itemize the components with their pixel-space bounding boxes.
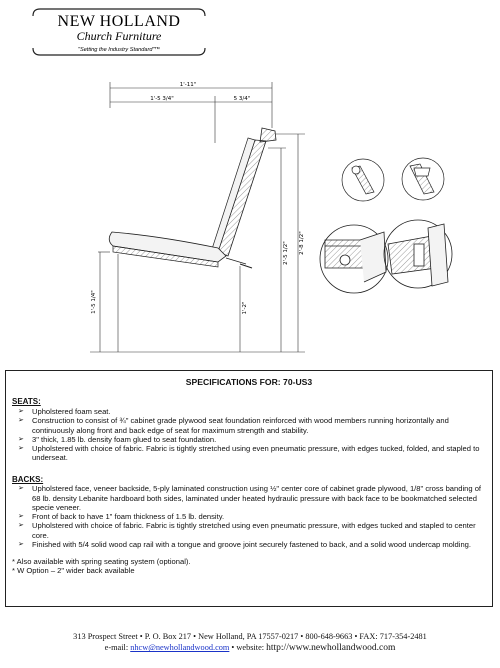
- website-label: • website:: [229, 643, 265, 653]
- backs-item: ➢ Finished with 5/4 solid wood cap rail with a tongue and groove joint securely fastened to back, and a solid wood undercap molding.: [32, 540, 486, 549]
- dim-seat-depth: 1'-5 3/4": [150, 96, 174, 102]
- backs-heading: BACKS:: [12, 474, 44, 484]
- dim-back-offset: 5 3/4": [233, 96, 251, 102]
- seats-item: ➢ Construction to consist of ¾" cabinet grade plywood seat foundation reinforced with wood members running horizontally and continuously along front and back edge of seat for maximum strength and stability.: [32, 416, 486, 435]
- logo-subtitle: Church Furniture: [76, 29, 162, 43]
- company-logo: [29, 6, 209, 58]
- seats-item: ➢ 3" thick, 1.85 lb. density foam glued to seat foundation.: [32, 435, 486, 444]
- top-dimensions: [110, 82, 272, 143]
- dim-seat-height: 1'-5 1/4": [91, 290, 97, 314]
- footer-address: 313 Prospect Street • P. O. Box 217 • New Holland, PA 17557-0217 • 800-648-9663 • FAX: 717-354-2481: [73, 632, 427, 641]
- backs-list: [12, 484, 486, 549]
- dim-leg-height: 1'-2": [242, 301, 248, 315]
- chair-technical-drawing: [0, 68, 500, 370]
- detail-view-3: [320, 225, 388, 293]
- logo-brand: NEW HOLLAND: [57, 13, 181, 30]
- logo-tagline: "Setting the Industry Standard"™: [77, 47, 161, 53]
- wide-back-note: * W Option – 2" wider back available: [12, 566, 135, 576]
- website-link[interactable]: http://www.newhollandwood.com: [266, 643, 396, 654]
- dim-overall-depth: 1'-11": [179, 82, 197, 88]
- specifications-box: [5, 370, 493, 607]
- footer-contact: [0, 642, 500, 655]
- seats-list: [12, 407, 486, 463]
- seats-item: ➢ Upholstered foam seat.: [32, 407, 486, 416]
- chair-back: [212, 128, 276, 256]
- backs-item: ➢ Upholstered with choice of fabric. Fabric is tightly stretched using even pneumatic pressure, with edges tucked and stapled to center core.: [32, 521, 486, 540]
- seats-heading: SEATS:: [12, 397, 41, 407]
- detail-view-2: [402, 158, 444, 200]
- dim-back-height: 2'-5 1/2": [283, 241, 289, 265]
- seats-item: ➢ Upholstered with choice of fabric. Fabric is tightly stretched using even pneumatic pressure, with edges tucked, folded, and stapled to underseat.: [32, 444, 486, 463]
- backs-item: ➢ Upholstered face, veneer backside, 5-ply laminated construction using ½" center core of cabinet grade plywood, 1/8" cross banding of 68 lb. density Lebanite hardboard both sides, laminated under heated hydraulic pressure with back face to be bookmatched selected specie veneer.: [32, 484, 486, 512]
- spring-seating-note: * Also available with spring seating system (optional).: [12, 557, 191, 567]
- specifications-title: SPECIFICATIONS FOR: 70-US3: [185, 377, 313, 387]
- detail-view-4: [384, 220, 452, 288]
- detail-view-1: [342, 159, 384, 201]
- email-link[interactable]: nhcw@newhollandwood.com: [130, 643, 230, 653]
- footer: [0, 631, 500, 655]
- left-dimensions: [98, 252, 118, 352]
- backs-item: ➢ Front of back to have 1" foam thickness of 1.5 lb. density.: [32, 512, 486, 521]
- email-label: e-mail:: [104, 643, 129, 653]
- dim-overall-height: 2'-8 1/2": [299, 231, 305, 255]
